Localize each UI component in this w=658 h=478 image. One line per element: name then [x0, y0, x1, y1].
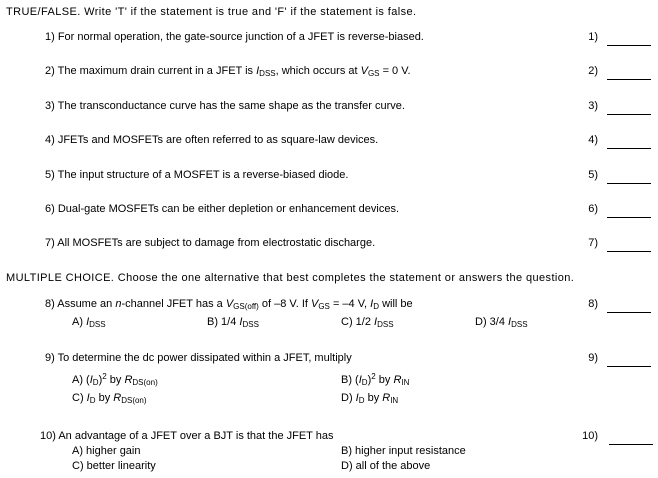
answer-blank-10[interactable] [609, 444, 653, 445]
answer-number-10: 10) [582, 430, 598, 442]
tf-question-6: 6) Dual-gate MOSFETs can be either depletion or enhancement devices. [45, 203, 400, 215]
answer-blank-5[interactable] [607, 183, 651, 184]
answer-blank-7[interactable] [607, 251, 651, 252]
tf-question-5: 5) The input structure of a MOSFET is a reverse-biased diode. [45, 169, 349, 181]
tf-section-header: TRUE/FALSE. Write 'T' if the statement is true and 'F' if the statement is false. [6, 6, 417, 18]
tf-question-7: 7) All MOSFETs are subject to damage from electrostatic discharge. [45, 237, 376, 249]
tf-question-4: 4) JFETs and MOSFETs are often referred to as square-law devices. [45, 134, 379, 146]
q8-option-d[interactable]: D) 3/4 $I_{DSS}$ [475, 316, 528, 329]
answer-number-5: 5) [588, 169, 598, 181]
mc-question-9: 9) To determine the dc power dissipated within a JFET, multiply [45, 352, 352, 364]
answer-number-4: 4) [588, 134, 598, 146]
answer-blank-9[interactable] [607, 366, 651, 367]
answer-blank-3[interactable] [607, 114, 651, 115]
q10-option-c[interactable]: C) better linearity [72, 460, 156, 472]
answer-number-7: 7) [588, 237, 598, 249]
q10-option-d[interactable]: D) all of the above [341, 460, 431, 472]
tf-question-3: 3) The transconductance curve has the same shape as the transfer curve. [45, 100, 405, 112]
tf-question-1: 1) For normal operation, the gate-source junction of a JFET is reverse-biased. [45, 31, 424, 43]
answer-number-2: 2) [588, 65, 598, 77]
answer-blank-4[interactable] [607, 148, 651, 149]
q10-option-b[interactable]: B) higher input resistance [341, 445, 466, 457]
answer-blank-2[interactable] [607, 79, 651, 80]
answer-number-6: 6) [588, 203, 598, 215]
answer-number-1: 1) [588, 31, 598, 43]
answer-number-9: 9) [588, 352, 598, 364]
answer-number-3: 3) [588, 100, 598, 112]
mc-question-8: 8) Assume an n-channel JFET has a $V_{GS(off)}$ of –8 V. If $V_{GS} = -4$ V, $I_D$ will be [45, 298, 413, 311]
answer-blank-6[interactable] [607, 217, 651, 218]
answer-blank-1[interactable] [607, 45, 651, 46]
tf-question-2: 2) The maximum drain current in a JFET is $I_{DSS}$, which occurs at $V_{GS} = 0$ V. [45, 65, 411, 78]
q9-option-a[interactable]: A) $(I_D)^2$ by $R_{DS(on)}$ [72, 372, 158, 387]
q9-option-b[interactable]: B) $(I_D)^2$ by $R_{IN}$ [341, 372, 410, 387]
q8-option-c[interactable]: C) 1/2 $I_{DSS}$ [341, 316, 394, 329]
q9-option-d[interactable]: D) $I_D$ by $R_{IN}$ [341, 392, 399, 405]
q10-option-a[interactable]: A) higher gain [72, 445, 141, 457]
q9-option-c[interactable]: C) $I_D$ by $R_{DS(on)}$ [72, 392, 147, 405]
mc-question-10: 10) An advantage of a JFET over a BJT is that the JFET has [40, 430, 334, 442]
mc-section-header: MULTIPLE CHOICE. Choose the one alternative that best completes the statement or answers the question. [6, 272, 575, 284]
q8-option-b[interactable]: B) 1/4 $I_{DSS}$ [207, 316, 259, 329]
answer-number-8: 8) [588, 298, 598, 310]
q8-option-a[interactable]: A) $I_{DSS}$ [72, 316, 106, 329]
answer-blank-8[interactable] [607, 312, 651, 313]
